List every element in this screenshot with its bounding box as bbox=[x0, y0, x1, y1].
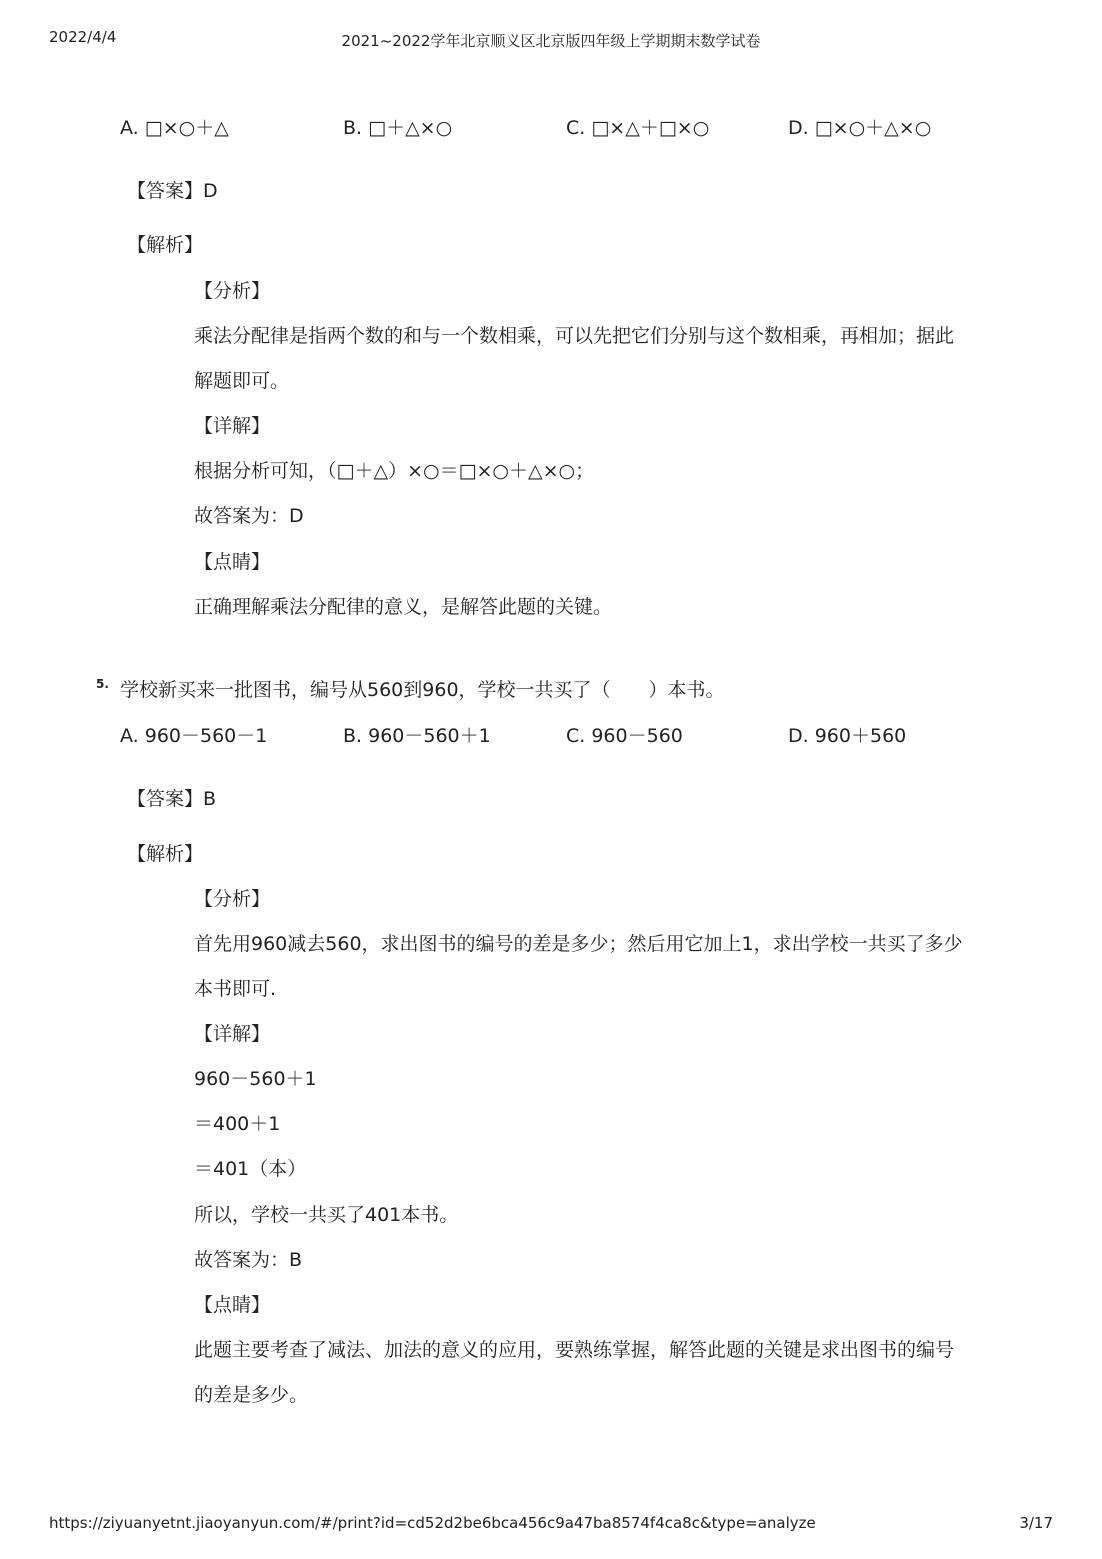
q4-analysis-label: 【解析】 bbox=[127, 234, 204, 256]
q4-dianjing-label: 【点睛】 bbox=[194, 551, 271, 573]
q4-option-d: D. □×○＋△×○ bbox=[788, 117, 932, 139]
q5-option-c: C. 960－560 bbox=[566, 725, 683, 747]
page-title: 2021~2022学年北京顺义区北京版四年级上学期期末数学试卷 bbox=[341, 32, 761, 50]
q5-answer: 【答案】B bbox=[127, 788, 217, 810]
q5-fenxi-line-2: 本书即可. bbox=[194, 978, 277, 1000]
page-number: 3/17 bbox=[1019, 1514, 1053, 1532]
q5-dianjing-line-2: 的差是多少。 bbox=[194, 1384, 309, 1406]
q5-dianjing-line-1: 此题主要考查了减法、加法的意义的应用，要熟练掌握，解答此题的关键是求出图书的编号 bbox=[194, 1339, 955, 1361]
q4-xiangjie-line-2: 故答案为：D bbox=[194, 505, 304, 527]
q5-option-a: A. 960－560－1 bbox=[120, 725, 268, 747]
q5-fenxi-line-1: 首先用960减去560，求出图书的编号的差是多少；然后用它加上1，求出学校一共买了多少 bbox=[194, 933, 963, 955]
q5-option-b: B. 960－560＋1 bbox=[343, 725, 491, 747]
q5-fenxi-label: 【分析】 bbox=[194, 888, 271, 910]
q5-xiangjie-label: 【详解】 bbox=[194, 1023, 271, 1045]
q5-number: 5. bbox=[96, 677, 109, 691]
q4-fenxi-line-2: 解题即可。 bbox=[194, 370, 290, 392]
q5-xiangjie-line-2: ＝400＋1 bbox=[194, 1113, 281, 1135]
print-date: 2022/4/4 bbox=[49, 28, 117, 46]
q5-option-d: D. 960＋560 bbox=[788, 725, 907, 747]
q5-xiangjie-line-1: 960－560＋1 bbox=[194, 1068, 317, 1090]
q5-xiangjie-line-3: ＝401（本） bbox=[194, 1158, 307, 1180]
q4-xiangjie-line-1: 根据分析可知，（□＋△）×○＝□×○＋△×○； bbox=[194, 460, 595, 482]
q4-fenxi-label: 【分析】 bbox=[194, 280, 271, 302]
q5-dianjing-label: 【点睛】 bbox=[194, 1294, 271, 1316]
q4-option-c: C. □×△＋□×○ bbox=[566, 117, 710, 139]
q4-fenxi-line-1: 乘法分配律是指两个数的和与一个数相乘，可以先把它们分别与这个数相乘，再相加；据此 bbox=[194, 325, 955, 347]
q5-question: 学校新买来一批图书，编号从560到960，学校一共买了（ ）本书。 bbox=[120, 679, 725, 701]
q4-dianjing-line-1: 正确理解乘法分配律的意义，是解答此题的关键。 bbox=[194, 596, 613, 618]
q4-option-a: A. □×○＋△ bbox=[120, 117, 229, 139]
q5-xiangjie-line-5: 故答案为：B bbox=[194, 1249, 303, 1271]
q4-option-b: B. □＋△×○ bbox=[343, 117, 453, 139]
q4-xiangjie-label: 【详解】 bbox=[194, 415, 271, 437]
q5-analysis-label: 【解析】 bbox=[127, 843, 204, 865]
q5-xiangjie-line-4: 所以，学校一共买了401本书。 bbox=[194, 1204, 459, 1226]
footer-url: https://ziyuanyetnt.jiaoyanyun.com/#/print?id=cd52d2be6bca456c9a47ba8574f4ca8c&type=analyze bbox=[49, 1514, 816, 1532]
q4-answer: 【答案】D bbox=[127, 180, 218, 202]
